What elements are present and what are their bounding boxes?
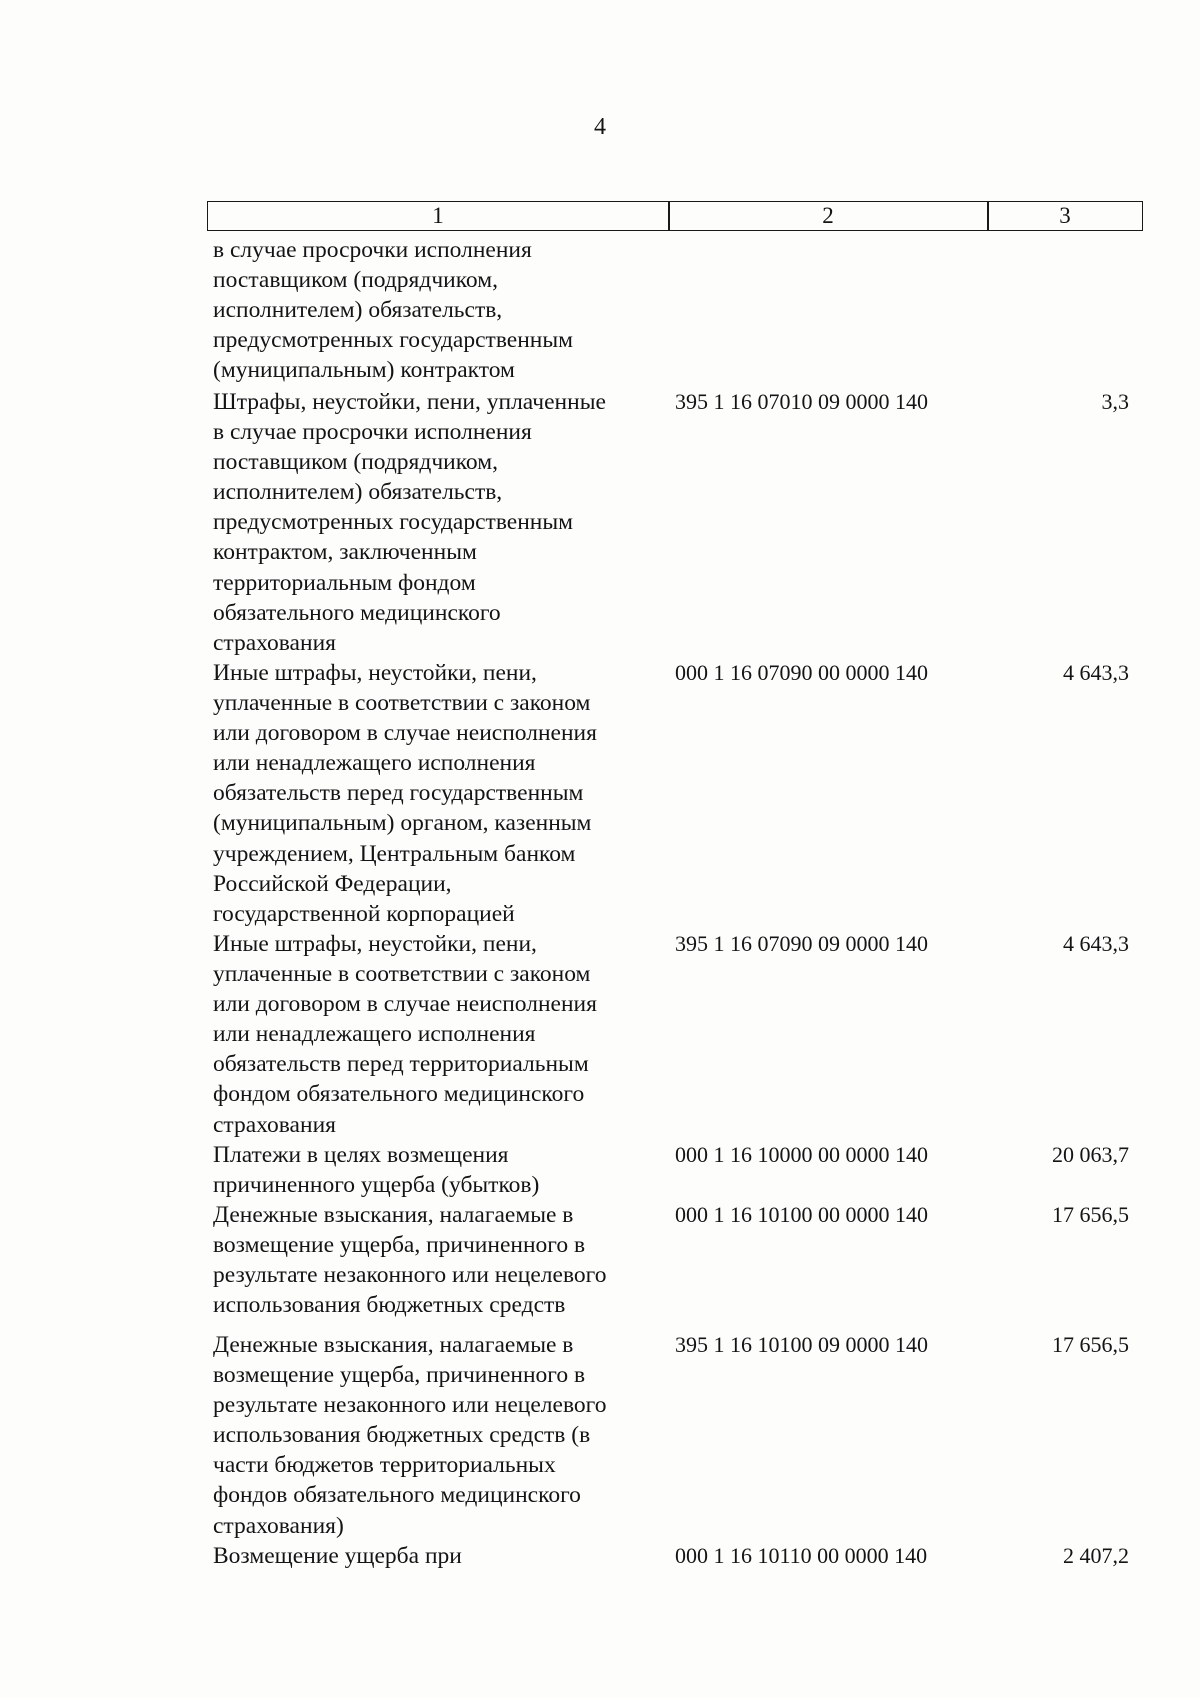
table-row	[0, 387, 1200, 658]
row-code: 395 1 16 07010 09 0000 140	[675, 389, 928, 414]
row-amount: 4 643,3	[1063, 931, 1129, 956]
table-row	[0, 929, 1200, 1140]
row-code: 000 1 16 10000 00 0000 140	[675, 1142, 928, 1167]
table-row	[0, 235, 1200, 387]
table-row	[0, 1330, 1200, 1541]
row-description: в случае просрочки исполнения поставщиком (подрядчиком, исполнителем) обязательств, предусмотренных государственным (муниципальным) контрактом	[213, 237, 574, 384]
row-description: Платежи в целях возмещения причиненного ущерба (убытков)	[213, 1142, 540, 1199]
row-amount: 20 063,7	[1052, 1142, 1129, 1167]
row-amount: 3,3	[1101, 389, 1129, 414]
row-description: Штрафы, неустойки, пени, уплаченные в случае просрочки исполнения поставщиком (подрядчиком, исполнителем) обязательств, предусмотренных государственным контрактом, заключенным территориальным фондом обязательного медицинского страхования	[213, 389, 606, 656]
table-row	[0, 658, 1200, 929]
header-cell-3: 3	[1059, 203, 1071, 228]
row-amount: 2 407,2	[1063, 1543, 1129, 1568]
table-body	[0, 235, 1200, 1581]
row-description: Денежные взыскания, налагаемые в возмещение ущерба, причиненного в результате незаконного или нецелевого использования бюджетных средств (в части бюджетов территориальных фондов обязательного медицинского страхования)	[213, 1332, 607, 1539]
row-description: Денежные взыскания, налагаемые в возмещение ущерба, причиненного в результате незаконного или нецелевого использования бюджетных средств	[213, 1202, 607, 1319]
row-code: 000 1 16 10110 00 0000 140	[675, 1543, 928, 1568]
row-code: 000 1 16 07090 00 0000 140	[675, 660, 928, 685]
header-cell-2: 2	[822, 203, 834, 228]
table-row	[0, 1200, 1200, 1330]
row-description: Иные штрафы, неустойки, пени, уплаченные в соответствии с законом или договором в случае неисполнения или ненадлежащего исполнения обязательств перед территориальным фондом обязательного медицинского страхования	[213, 931, 597, 1138]
table-row	[0, 1541, 1200, 1581]
page-number: 4	[594, 114, 606, 140]
row-amount: 17 656,5	[1052, 1202, 1129, 1227]
row-amount: 17 656,5	[1052, 1332, 1129, 1357]
row-code: 395 1 16 10100 09 0000 140	[675, 1332, 928, 1357]
row-amount: 4 643,3	[1063, 660, 1129, 685]
row-description: Иные штрафы, неустойки, пени, уплаченные в соответствии с законом или договором в случае неисполнения или ненадлежащего исполнения обязательств перед государственным (муниципальным) органом, казенным учреждением, Центральным банком Российской Федерации, государственной корпорацией	[213, 660, 597, 927]
row-code: 000 1 16 10100 00 0000 140	[675, 1202, 928, 1227]
row-description: Возмещение ущерба при	[213, 1543, 462, 1569]
table-row	[0, 1140, 1200, 1200]
row-code: 395 1 16 07090 09 0000 140	[675, 931, 928, 956]
table-header	[207, 201, 1143, 231]
header-cell-1: 1	[432, 203, 444, 228]
